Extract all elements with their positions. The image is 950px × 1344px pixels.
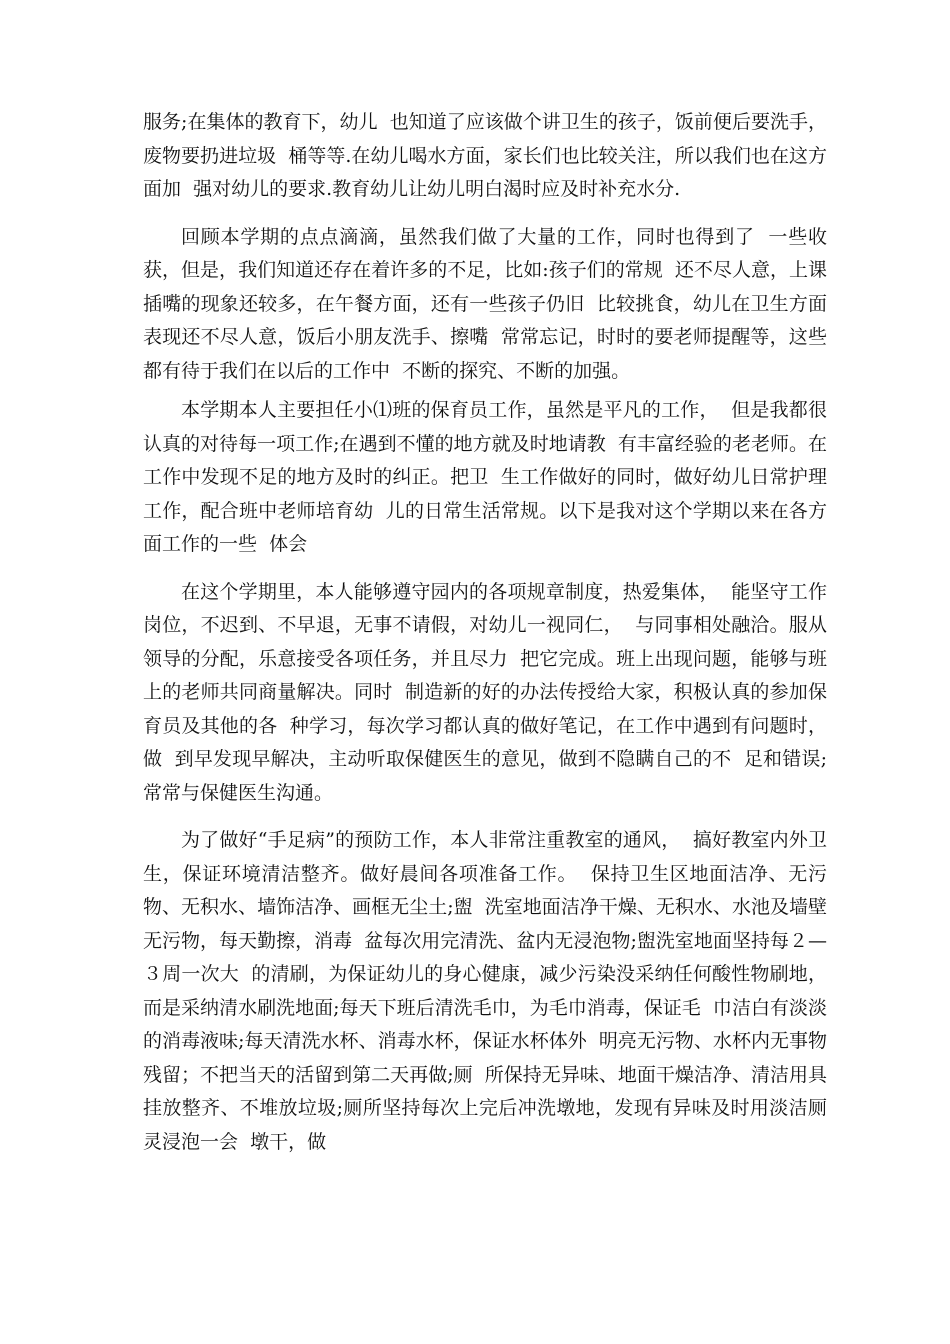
paragraph-5: 为了做好“手足病”的预防工作，本人非常注重教室的通风， 搞好教室内外卫生，保证环境清洁整齐。做好晨间各项准备工作。 保持卫生区地面洁净、无污物、无积水、墙饰洁净、画框无尘土;盥 洗室地面洁净干燥、无积水、水池及墙壁无污物，每天勤擦，消毒 盆每次用完清洗、盆内无浸泡物;盥洗室地面坚持每２—３周一次大 的清刷，为保证幼儿的身心健康，减少污染没采纳任何酸性物刷地， 而是采纳清水刷洗地面;每天下班后清洗毛巾，为毛巾消毒，保证毛 巾洁白有淡淡的消毒液味;每天清洗水杯、消毒水杯，保证水杯体外 明亮无污物、水杯内无事物残留；不把当天的活留到第二天再做;厕 所保持无异味、地面干燥洁净、清洁用具挂放整齐、不堆放垃圾;厕所坚持每次上完后冲洗墩地，发现有异味及时用淡洁厕灵浸泡一会 墩干，做 bbox=[143, 829, 840, 1153]
document-body bbox=[143, 106, 840, 1159]
paragraph-4: 在这个学期里，本人能够遵守园内的各项规章制度，热爱集体， 能坚守工作岗位，不迟到、不早退，无事不请假，对幼儿一视同仁， 与同事相处融洽。服从领导的分配，乐意接受各项任务，并且尽力 把它完成。班上出现问题，能够与班上的老师共同商量解决。同时 制造新的好的办法传授给大家，积极认真的参加保育员及其他的各 种学习，每次学习都认真的做好笔记，在工作中遇到有问题时，做 到早发现早解决，主动听取保健医生的意见，做到不隐瞒自己的不 足和错误;常常与保健医生沟通。 bbox=[143, 580, 827, 804]
paragraph-1: 服务;在集体的教育下，幼儿 也知道了应该做个讲卫生的孩子，饭前便后要洗手，废物要扔进垃圾 桶等等.在幼儿喝水方面，家长们也比较关注，所以我们也在这方面加 强对幼儿的要求.教育幼儿让幼儿明白渴时应及时补充水分. bbox=[143, 111, 827, 200]
paragraph-3: 本学期本人主要担任小⑴班的保育员工作，虽然是平凡的工作， 但是我都很认真的对待每一项工作;在遇到不懂的地方就及时地请教 有丰富经验的老老师。在工作中发现不足的地方及时的纠正。把卫 生工作做好的同时，做好幼儿日常护理工作，配合班中老师培育幼 儿的日常生活常规。以下是我对这个学期以来在各方面工作的一些 体会 bbox=[143, 399, 827, 555]
paragraph-2: 回顾本学期的点点滴滴，虽然我们做了大量的工作，同时也得到了 一些收获，但是，我们知道还存在着许多的不足，比如:孩子们的常规 还不尽人意，上课插嘴的现象还较多，在午餐方面，还有一些孩子仍旧 比较挑食，幼儿在卫生方面表现还不尽人意，饭后小朋友洗手、擦嘴 常常忘记，时时的要老师提醒等，这些都有待于我们在以后的工作中 不断的探究、不断的加强。 bbox=[143, 225, 827, 382]
